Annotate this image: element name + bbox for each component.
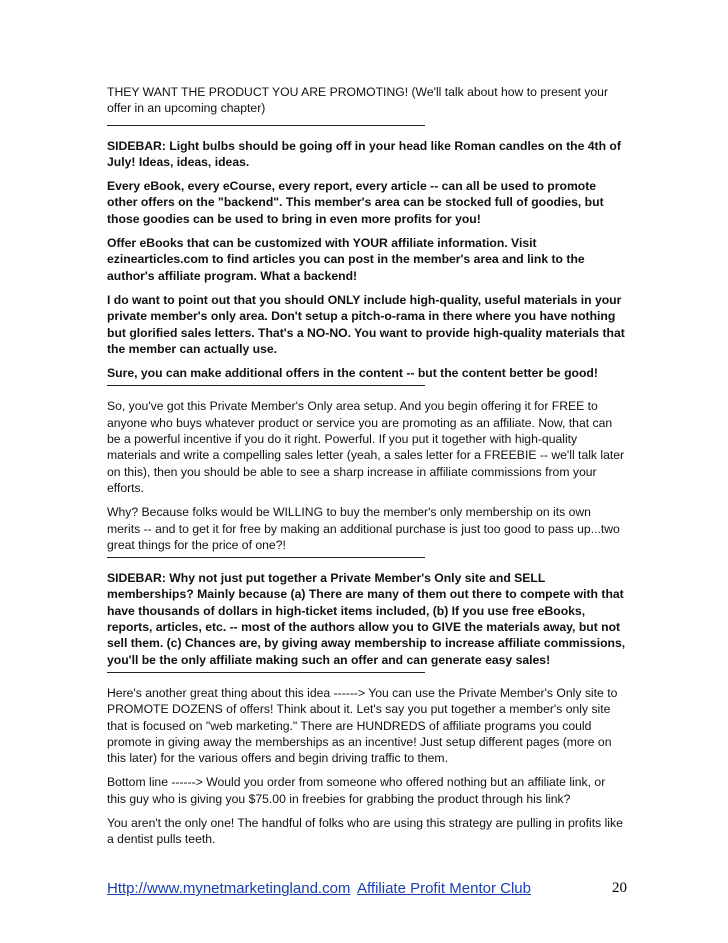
sidebar-paragraph: SIDEBAR: Why not just put together a Private Member's Only site and SELL memberships? Mainly because (a) There are many of them out there to compete with that have thousands of dollars in high-ticket items included, (b) If you use free eBooks, reports, articles, etc. -- most of the authors allow you to GIVE the materials away, but not sell them. (c) Chances are, by giving away membership to increase affiliate commissions, you'll be the only affiliate making such an offer and can generate easy sales! xyxy=(107,571,626,667)
section-divider xyxy=(107,125,425,126)
sidebar-paragraph: Offer eBooks that can be customized with YOUR affiliate information. Visit ezinearticles.com to find articles you can post in the member's area and link to the author's affiliate program. What a backend! xyxy=(107,236,585,283)
section-divider xyxy=(107,672,425,673)
footer-website-link[interactable]: Http://www.mynetmarketingland.com xyxy=(107,880,351,897)
paragraph: Here's another great thing about this idea ------> You can use the Private Member's Only site to PROMOTE DOZENS of offers! Think about it. Let's say you put together a member's only site that is focused on "web marketing." There are HUNDREDS of affiliate programs you could promote in giving away the memberships as an incentive! Just setup different pages (more on this later) for the various offers and begin driving traffic to them. xyxy=(107,685,618,766)
sidebar-paragraph: I do want to point out that you should ONLY include high-quality, useful materials in your private member's only area. Don't setup a pitch-o-rama in there where you have nothing but glorified sales letters. That's a NO-NO. You want to provide high-quality materials that the member can actually use. xyxy=(107,292,625,356)
page-footer xyxy=(107,880,627,902)
paragraph: So, you've got this Private Member's Only area setup. And you begin offering it for FREE to anyone who buys whatever product or service you are promoting as an affiliate. Now, that can be a powerful incentive if you do it right. Powerful. If you put it together with high-quality materials and write a compelling sales letter (yeah, a sales letter for a FREEBIE -- we'll talk later on this), then you should be able to see a sharp increase in affiliate commissions from your efforts. xyxy=(107,399,625,495)
sidebar-paragraph: Sure, you can make additional offers in the content -- but the content better be good! xyxy=(107,366,598,381)
paragraph: Bottom line ------> Would you order from someone who offered nothing but an affiliate link, or this guy who is giving you $75.00 in freebies for grabbing the product through his link? xyxy=(107,775,606,806)
section-divider xyxy=(107,557,425,558)
paragraph: Why? Because folks would be WILLING to buy the member's only membership on its own merits -- and to get it for free by making an additional purchase is just too good to pass up...two great things for the price of one?! xyxy=(107,505,620,552)
sidebar-paragraph: SIDEBAR: Light bulbs should be going off in your head like Roman candles on the 4th of July! Ideas, ideas, ideas. xyxy=(107,138,621,169)
footer-club-link[interactable]: Affiliate Profit Mentor Club xyxy=(357,880,531,897)
sidebar-paragraph: Every eBook, every eCourse, every report, every article -- can all be used to promote other offers on the "backend". This member's area can be stocked full of goodies, but those goodies can be used to bring in even more profits for you! xyxy=(107,179,604,226)
paragraph: You aren't the only one! The handful of folks who are using this strategy are pulling in profits like a dentist pulls teeth. xyxy=(107,815,623,847)
page-number: 20 xyxy=(612,880,627,896)
paragraph: THEY WANT THE PRODUCT YOU ARE PROMOTING! (We'll talk about how to present your offer in an upcoming chapter) xyxy=(107,85,609,116)
section-divider xyxy=(107,385,425,386)
page-body xyxy=(107,84,627,856)
